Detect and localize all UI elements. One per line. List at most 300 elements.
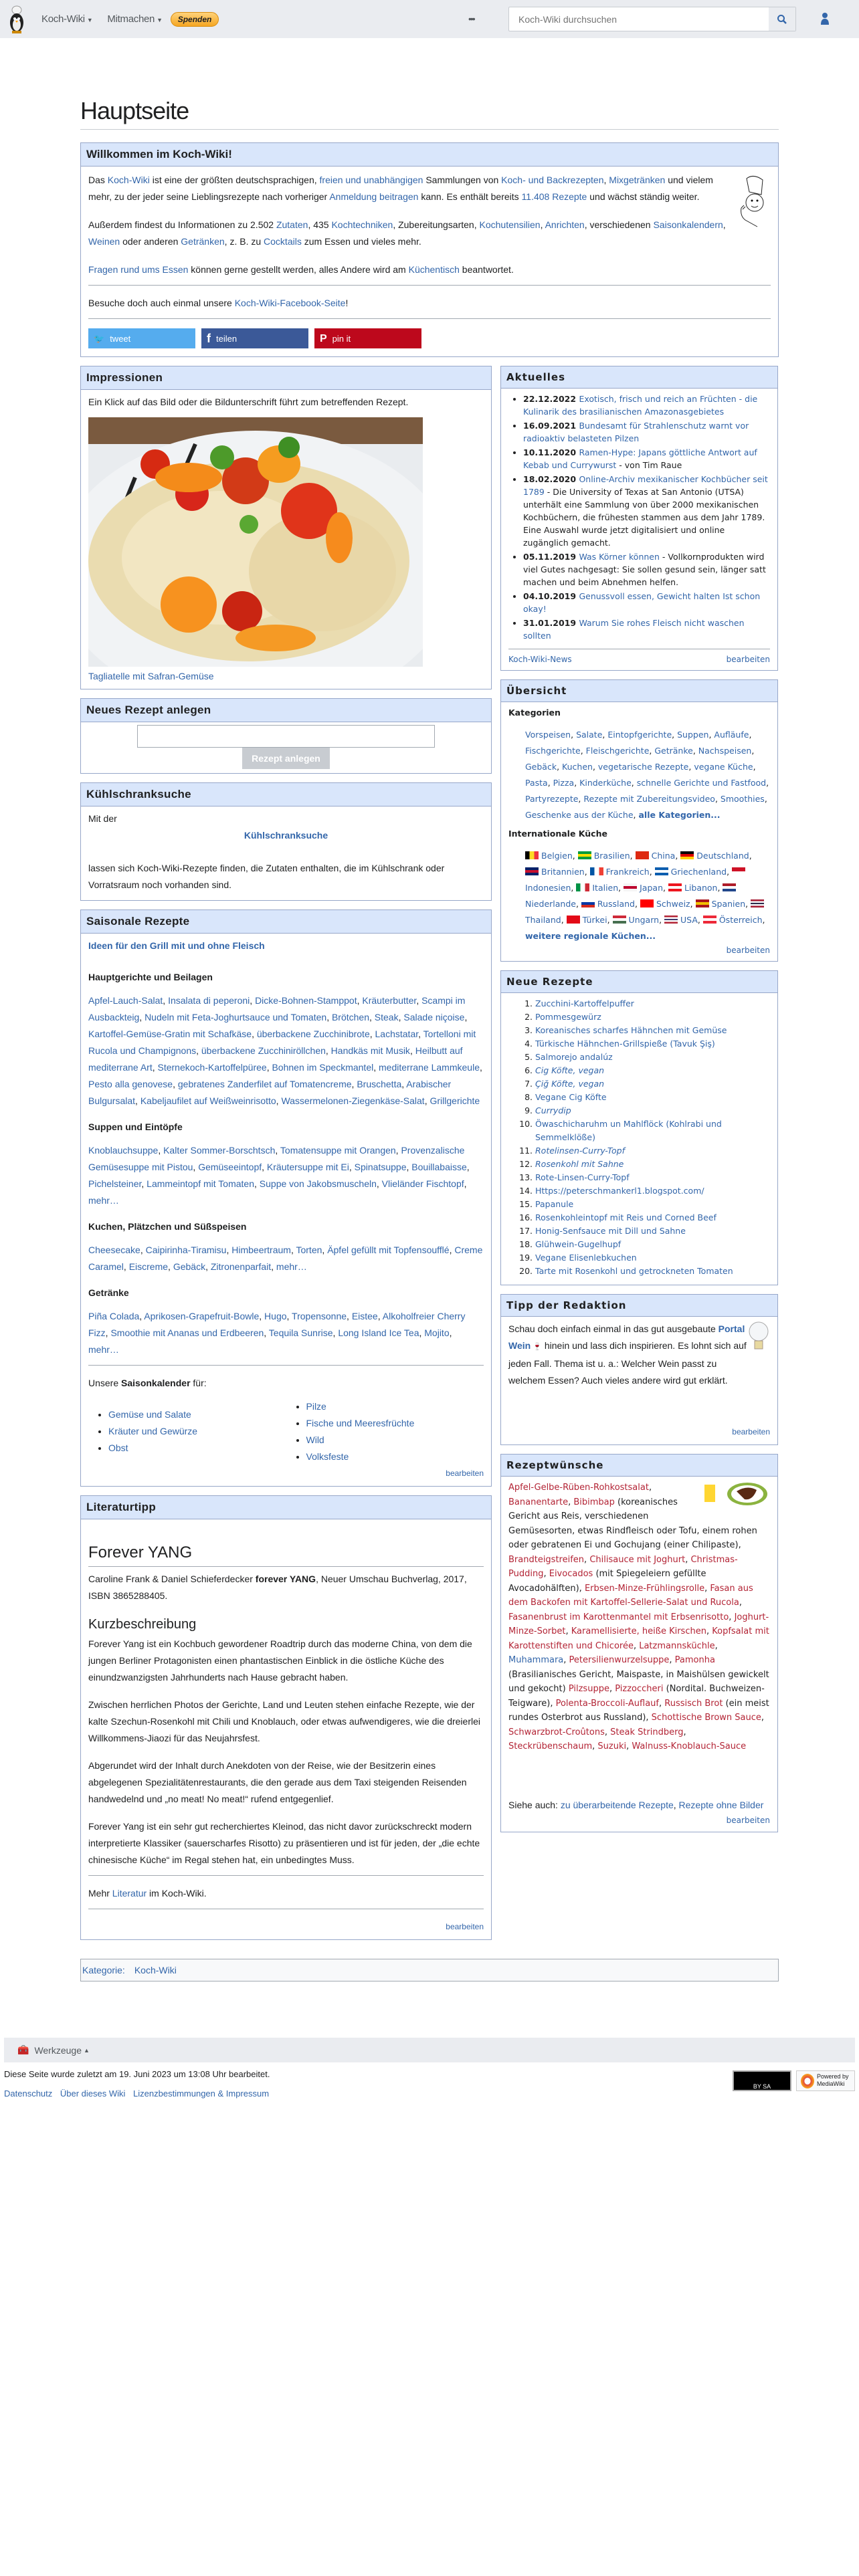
list-link[interactable]: Pesto alla genovese <box>88 1079 173 1089</box>
internationale-kueche-heading: Internationale Küche <box>508 829 607 839</box>
country-link[interactable]: Frankreich <box>605 867 650 877</box>
search-button[interactable] <box>769 7 795 31</box>
list-link[interactable]: Nachspeisen <box>698 746 752 756</box>
edit-link[interactable]: bearbeiten <box>726 655 770 664</box>
list-link[interactable]: Long Island Ice Tea <box>338 1327 419 1338</box>
list-link[interactable]: Insalata di peperoni <box>168 995 250 1006</box>
list-link[interactable]: Wassermelonen-Ziegenkäse-Salat <box>281 1095 425 1106</box>
list-link[interactable]: Provenzalische Gemüsesuppe mit Pistou <box>88 1145 465 1172</box>
inline-link[interactable]: Erbsen-Minze-Frühlingsrolle <box>584 1583 705 1594</box>
list-link[interactable]: Kabeljaufilet auf Weißweinrisotto <box>140 1095 276 1106</box>
new-recipe-item <box>535 1117 770 1144</box>
edit-link[interactable]: bearbeiten <box>732 1427 770 1436</box>
list-link[interactable]: Pichelsteiner <box>88 1178 142 1189</box>
news-item <box>523 419 770 445</box>
country-link[interactable]: China <box>651 851 676 861</box>
saisonkalender-link[interactable]: Kräuter und Gewürze <box>108 1426 198 1436</box>
list-link[interactable]: Bouillabaisse <box>411 1162 467 1172</box>
list-link[interactable]: Kinderküche <box>579 778 632 788</box>
new-recipe-link[interactable]: Cig Köfte, vegan <box>535 1065 605 1075</box>
country-link[interactable]: Russland <box>597 899 635 909</box>
neue-rezepte-list <box>508 997 770 1278</box>
new-recipe-link[interactable]: Öwaschicharuhm un Mahlflöck (Kohlrabi und Semmelklöße) <box>535 1119 722 1142</box>
inline-link[interactable]: Petersilienwurzelsuppe <box>569 1655 670 1665</box>
rezeptwuensche-title: Rezeptwünsche <box>501 1455 777 1477</box>
inline-link[interactable]: Apfel-Gelbe-Rüben-Rohkostsalat <box>508 1483 649 1493</box>
inline-link[interactable]: Koch- und Backrezepten <box>501 175 604 185</box>
new-recipe-link[interactable]: Pommesgewürz <box>535 1012 601 1022</box>
spenden-button[interactable]: Spenden <box>171 12 219 27</box>
new-recipe-item <box>535 1184 770 1198</box>
tipp-title: Tipp der Redaktion <box>501 1295 777 1317</box>
list-link[interactable]: Suppen <box>677 730 709 740</box>
new-recipe-link[interactable]: Türkische Hähnchen-Grillspieße (Tavuk Şiş) <box>535 1039 715 1049</box>
pin-label: pin it <box>332 333 351 344</box>
user-icon[interactable] <box>820 12 830 25</box>
text: Außerdem findest du Informationen zu 2.502 <box>88 219 276 230</box>
list-link[interactable]: Piña Colada <box>88 1311 140 1321</box>
list-link[interactable]: Himbeertraum <box>231 1245 291 1255</box>
inline-link[interactable]: Bananentarte <box>508 1497 569 1507</box>
inline-link[interactable]: 11.408 Rezepte <box>521 191 587 202</box>
inline-link[interactable]: Kopfsalat mit Karottenstiften und Chicorée <box>508 1626 769 1651</box>
list-link[interactable]: überbackene Zucchinibrote <box>256 1029 370 1039</box>
inline-link[interactable]: Latzmannsküchle <box>639 1640 715 1651</box>
list-link[interactable]: Cheesecake <box>88 1245 140 1255</box>
literaturtipp-box <box>80 1495 492 1940</box>
werkzeuge-menu[interactable] <box>4 2038 855 2062</box>
list-link[interactable]: Eistee <box>351 1311 378 1321</box>
list-link[interactable]: Grillgerichte <box>430 1095 480 1106</box>
list-link[interactable]: Nudeln mit Feta-Joghurtsauce und Tomaten <box>145 1012 327 1023</box>
text: können gerne gestellt werden, alles Andere wird am <box>188 264 409 275</box>
alle-kategorien-link[interactable]: alle Kategorien... <box>638 810 721 820</box>
book-description: Forever Yang ist ein Kochbuch gewordener Roadtrip durch das moderne China, von dem die jungen Berliner Protagonisten einen phantastischen Einblick in die östliche Küche des einundzwanzigsten Jahrhunderts nach Hause gebracht haben. <box>88 1638 472 1683</box>
inline-link[interactable]: Walnuss-Knoblauch-Sauce <box>632 1741 747 1751</box>
list-link[interactable]: Äpfel gefüllt mit Topfensoufflé <box>327 1245 450 1255</box>
mitmachen-menu[interactable] <box>107 13 162 25</box>
ueber-wiki-link[interactable]: Über dieses Wiki <box>60 2088 126 2099</box>
saisonkalender-list-right <box>286 1398 484 1465</box>
inline-link[interactable]: Polenta-Broccoli-Auflauf <box>555 1698 659 1709</box>
grill-ideas-link[interactable]: Ideen für den Grill mit und ohne Fleisch <box>88 940 265 951</box>
mitmachen-menu-label: Mitmachen <box>107 13 155 25</box>
text: und vielem mehr, zu der jeder seine Lieblingsrezepte nach vorheriger <box>88 175 713 202</box>
inline-link[interactable]: Anmeldung beitragen <box>329 191 419 202</box>
list-link[interactable]: Kräuterbutter <box>362 995 417 1006</box>
list-link[interactable]: Eiscreme <box>128 1261 169 1272</box>
list-link[interactable]: Suppe von Jakobsmuscheln <box>259 1178 377 1189</box>
inline-link[interactable]: Koch-Wiki-Facebook-Seite <box>234 298 346 308</box>
top-navigation <box>0 0 859 38</box>
season-recipe-list: Cheesecake, Caipirinha-Tiramisu, Himbeertraum, Torten, Äpfel gefüllt mit Topfensoufflé, Creme Caramel, Eiscreme, Gebäck, Zitronenparfait, mehr… <box>88 1245 483 1272</box>
main-content <box>0 38 859 1981</box>
text: , 435 <box>308 219 332 230</box>
list-link[interactable]: Kartoffel-Gemüse-Gratin mit Schafkäse <box>88 1029 252 1039</box>
list-link[interactable]: Bohnen im Speckmantel <box>272 1062 374 1073</box>
tweet-button[interactable] <box>88 328 195 348</box>
new-recipe-item <box>535 1064 770 1077</box>
koch-wiki-news-link[interactable]: Koch-Wiki-News <box>508 655 572 664</box>
country-link[interactable]: Indonesien <box>525 883 571 893</box>
more-options-icon[interactable]: ••• <box>468 13 474 24</box>
inline-link[interactable]: Was Körner können <box>579 552 660 562</box>
list-link[interactable]: Arabischer Bulgursalat <box>88 1079 452 1106</box>
season-section-heading: Kuchen, Plätzchen und Süßspeisen <box>88 1221 247 1232</box>
rezeptwuensche-text <box>508 1481 770 1754</box>
inline-link[interactable]: Eivocados <box>549 1569 593 1579</box>
inline-link[interactable]: Genussvoll essen, Gewicht halten Ist schon okay! <box>523 591 761 614</box>
new-recipe-link[interactable]: Rotelinsen-Curry-Topf <box>535 1146 625 1156</box>
list-link[interactable]: Pizza <box>553 778 575 788</box>
literaturtipp-title: Literaturtipp <box>81 1496 491 1519</box>
inline-link[interactable]: Bundesamt für Strahlenschutz warnt vor radioaktiv belasteten Pilzen <box>523 421 749 443</box>
flag-ungarn-icon <box>613 916 626 924</box>
koch-wiki-menu[interactable] <box>41 13 92 25</box>
list-link[interactable]: Getränke <box>654 746 693 756</box>
list-link[interactable]: mehr… <box>88 1195 119 1206</box>
list-link[interactable]: Gebäck <box>173 1261 206 1272</box>
new-recipe-link[interactable]: Glühwein-Gugelhupf <box>535 1239 622 1249</box>
category-koch-wiki-link[interactable]: Koch-Wiki <box>134 1965 177 1975</box>
list-link[interactable]: Vlieländer Fischtopf <box>381 1178 464 1189</box>
kategorie-label-link[interactable]: Kategorie: <box>82 1965 125 1975</box>
inline-link[interactable]: Schwarzbrot-Croûtons <box>508 1727 605 1737</box>
saisonkalender-link[interactable]: Wild <box>306 1434 324 1445</box>
list-link[interactable]: vegetarische Rezepte <box>597 762 689 772</box>
list-link[interactable]: vegane Küche <box>694 762 753 772</box>
text: oder anderen <box>120 236 181 247</box>
inline-link[interactable]: zu überarbeitende Rezepte <box>560 1799 674 1810</box>
book-description: Zwischen herrlichen Photos der Gerichte, Land und Leuten stehen einfache Rezepte, wie der kalte Szechun-Rosenkohl mit Chili und Knoblauch, oder etwas aufwendigeres, wie die dreierlei Willkommens-Jiaozi für das Neujahrsfest. <box>88 1699 480 1743</box>
list-link[interactable]: Scampi im Ausbackteig <box>88 995 466 1023</box>
rezept-anlegen-button[interactable]: Rezept anlegen <box>242 748 330 769</box>
flag-türkei-icon <box>567 916 580 924</box>
inline-link[interactable]: Russisch Brot <box>664 1698 723 1709</box>
saisonkalender-link[interactable]: Volksfeste <box>306 1451 349 1462</box>
list-link[interactable]: Eintopfgerichte <box>607 730 672 740</box>
new-recipe-link[interactable]: Koreanisches scharfes Hähnchen mit Gemüse <box>535 1025 727 1035</box>
list-link[interactable]: Creme Caramel <box>88 1245 483 1272</box>
country-link[interactable]: Türkei <box>582 915 607 925</box>
inline-link[interactable]: Steckrübenschaum <box>508 1741 593 1751</box>
inline-link[interactable]: Fragen rund ums Essen <box>88 264 189 275</box>
inline-link[interactable]: Pamonha <box>674 1655 715 1665</box>
recipe-name-input[interactable] <box>137 725 435 748</box>
text: , <box>648 1483 652 1493</box>
news-list <box>508 393 770 642</box>
inline-link[interactable]: Getränken <box>181 236 225 247</box>
text: , <box>543 1569 549 1579</box>
text: , <box>540 219 545 230</box>
inline-link[interactable]: Christmas-Pudding <box>508 1554 738 1579</box>
datenschutz-link[interactable]: Datenschutz <box>4 2088 53 2099</box>
new-recipe-link[interactable]: Honig-Senfsauce mit Dill und Sahne <box>535 1226 686 1236</box>
text: , <box>723 219 726 230</box>
text: ! <box>345 298 349 308</box>
inline-link[interactable]: Online-Archiv mexikanischer Kochbücher seit 1789 <box>523 474 768 497</box>
inline-link[interactable]: Pizzoccheri <box>615 1684 664 1694</box>
list-link[interactable]: Knoblauchsuppe <box>88 1145 159 1156</box>
facebook-note <box>88 295 771 312</box>
inline-link[interactable]: Weinen <box>88 236 120 247</box>
country-link[interactable]: Thailand <box>525 915 561 925</box>
saisonkalender-link[interactable]: Fische und Meeresfrüchte <box>306 1418 415 1428</box>
inline-link[interactable]: Muhammara <box>508 1655 564 1665</box>
list-link[interactable]: Geschenke aus der Küche <box>525 810 634 820</box>
new-recipe-link[interactable]: Vegane Elisenlebkuchen <box>535 1253 637 1263</box>
list-link[interactable]: Hugo <box>264 1311 287 1321</box>
edit-link[interactable]: bearbeiten <box>726 1815 770 1825</box>
plate-illustration <box>703 1481 770 1510</box>
country-link[interactable]: Niederlande <box>525 899 576 909</box>
book-description: Abgerundet wird der Inhalt durch Anekdoten von der Reise, wie der Besitzerin eines abgelegenen Spezialitätenrestaurants, die den gerade aus dem Taxi steigenden Reisenden handwedelnd und „no meat! No meat!“ rufend entgegenlief. <box>88 1760 467 1804</box>
inline-link[interactable]: Suzuki <box>597 1741 627 1751</box>
flag-brasilien-icon <box>578 851 591 859</box>
new-recipe-link[interactable]: Tarte mit Rosenkohl und getrockneten Tomaten <box>535 1266 733 1276</box>
inline-link[interactable]: Karamellisierte, heiße Kirschen <box>571 1626 706 1636</box>
inline-link[interactable]: Literatur <box>112 1888 147 1899</box>
list-link[interactable]: Aufläufe <box>714 730 749 740</box>
country-link[interactable]: Libanon <box>684 883 718 893</box>
list-link[interactable]: Tortelloni mit Rucola und Champignons <box>88 1029 476 1056</box>
inline-link[interactable]: Zutaten <box>276 219 308 230</box>
inline-link[interactable]: Saisonkalendern <box>653 219 723 230</box>
new-recipe-link[interactable]: Zucchini-Kartoffelpuffer <box>535 998 634 1008</box>
country-link[interactable]: Japan <box>640 883 663 893</box>
impressionen-intro: Ein Klick auf das Bild oder die Bildunterschrift führt zum betreffenden Rezept. <box>88 397 409 407</box>
text: , <box>609 1684 615 1694</box>
list-link[interactable]: gebratenes Zanderfilet auf Tomatencreme <box>177 1079 352 1089</box>
inline-link[interactable]: Brandteigstreifen <box>508 1554 585 1565</box>
featured-recipe-caption[interactable]: Tagliatelle mit Safran-Gemüse <box>88 671 214 681</box>
list-link[interactable]: überbackene Zucchiniröllchen <box>201 1045 326 1056</box>
edit-link[interactable]: bearbeiten <box>726 946 770 955</box>
flag-italien-icon <box>576 883 589 891</box>
new-recipe-item <box>535 1144 770 1158</box>
list-link[interactable]: Kuchen <box>562 762 593 772</box>
saisonkalender-link[interactable]: Gemüse und Salate <box>108 1409 191 1420</box>
saisonkalender-link[interactable]: Obst <box>108 1442 128 1453</box>
text: , <box>673 1799 679 1810</box>
werkzeuge-label: Werkzeuge <box>34 2044 82 2056</box>
list-link[interactable]: Vorspeisen <box>525 730 571 740</box>
list-link[interactable]: Gebäck <box>525 762 557 772</box>
text: , Zubereitungsarten, <box>393 219 480 230</box>
list-link[interactable]: Tequila Sunrise <box>268 1327 333 1338</box>
inline-link[interactable]: freien und unabhängigen <box>319 175 423 185</box>
uebersicht-title: Übersicht <box>501 680 777 702</box>
text: - Die University of Texas at San Antonio (UTSA) unterhält eine Sammlung von über 2000 mexikanischen Kochbüchern, die frühesten stammen aus dem Jahr 1789. Eine Auswahl wurde jetzt digitalisiert und online zugänglich gemacht. <box>523 487 765 548</box>
list-link[interactable]: Fischgerichte <box>525 746 581 756</box>
news-item <box>523 473 770 549</box>
country-link[interactable]: Schweiz <box>656 899 690 909</box>
text: beantwortet. <box>459 264 514 275</box>
country-link[interactable]: Griechenland <box>670 867 727 877</box>
new-recipe-item <box>535 1077 770 1091</box>
list-link[interactable]: mehr… <box>276 1261 307 1272</box>
list-link[interactable]: Tropensonne <box>292 1311 347 1321</box>
list-link[interactable]: Spinatsuppe <box>354 1162 407 1172</box>
list-link[interactable]: Dicke-Bohnen-Stamppot <box>255 995 357 1006</box>
country-link[interactable]: Ungarn <box>628 915 660 925</box>
country-link[interactable]: Britannien <box>541 867 585 877</box>
list-link[interactable]: Lachstatar <box>375 1029 419 1039</box>
text: Siehe auch: <box>508 1799 561 1810</box>
flag-china-icon <box>636 851 649 859</box>
list-link[interactable]: Handkäs mit Musik <box>330 1045 410 1056</box>
list-link[interactable]: Gemüseeintopf <box>198 1162 262 1172</box>
text: Mehr <box>88 1888 112 1899</box>
list-link[interactable]: Smoothie mit Ananas und Erdbeeren <box>110 1327 264 1338</box>
country-link[interactable]: Italien <box>592 883 619 893</box>
country-link[interactable]: Deutschland <box>696 851 749 861</box>
new-recipe-link[interactable]: Rosenkohleintopf mit Reis und Corned Beef <box>535 1212 717 1222</box>
uebersicht-box <box>500 679 778 962</box>
list-link[interactable]: Kalter Sommer-Borschtsch <box>163 1145 276 1156</box>
neues-rezept-box <box>80 698 492 774</box>
flag-usa-icon <box>664 916 678 924</box>
welcome-questions <box>88 261 771 278</box>
edit-link[interactable]: bearbeiten <box>446 1922 484 1931</box>
country-link[interactable]: Spanien <box>711 899 746 909</box>
text: , <box>714 1640 718 1651</box>
list-link[interactable]: Kräutersuppe mit Ei <box>266 1162 349 1172</box>
inline-link[interactable]: Fasanenbrust im Karottenmantel mit Erbsenrisotto <box>508 1612 729 1622</box>
cc-by-sa-badge[interactable] <box>733 2070 791 2091</box>
country-link[interactable]: Brasilien <box>593 851 630 861</box>
list-item <box>108 1440 286 1457</box>
text: , <box>761 1713 765 1723</box>
new-recipe-link[interactable]: Currydip <box>535 1105 571 1115</box>
koch-wiki-logo[interactable] <box>7 5 27 34</box>
new-recipe-link[interactable]: Çiğ Köfte, vegan <box>535 1079 605 1089</box>
featured-recipe-image[interactable] <box>88 417 423 667</box>
pinterest-button[interactable] <box>314 328 421 348</box>
flag-schweiz-icon <box>640 899 654 907</box>
text: , <box>669 1655 675 1665</box>
list-link[interactable]: Heilbutt auf mediterrane Art <box>88 1045 463 1073</box>
list-link[interactable]: Bruschetta <box>357 1079 402 1089</box>
lightbulb-icon <box>747 1321 770 1353</box>
country-link[interactable]: Belgien <box>541 851 573 861</box>
new-recipe-link[interactable]: Papanule <box>535 1199 574 1209</box>
inline-link[interactable]: Koch-Wiki <box>107 175 150 185</box>
siehe-auch <box>508 1797 770 1814</box>
new-recipe-item <box>535 1265 770 1278</box>
list-link[interactable]: Lammeintopf mit Tomaten <box>147 1178 254 1189</box>
news-item <box>523 446 770 471</box>
list-link[interactable]: Mojito <box>424 1327 450 1338</box>
inline-link[interactable]: Chilisauce mit Joghurt <box>589 1554 686 1565</box>
saisonkalender-link[interactable]: Pilze <box>306 1401 326 1412</box>
list-link[interactable]: Alkoholfreier Cherry Fizz <box>88 1311 466 1338</box>
lizenz-impressum-link[interactable]: Lizenzbestimmungen & Impressum <box>133 2088 270 2099</box>
list-link[interactable]: Salate <box>576 730 603 740</box>
weitere-kuechen-link[interactable]: weitere regionale Küchen... <box>525 931 656 941</box>
inline-link[interactable]: Warum Sie rohes Fleisch nicht waschen sollten <box>523 618 745 641</box>
new-recipe-link[interactable]: Salmorejo andalúz <box>535 1052 613 1062</box>
list-link[interactable]: Sternekoch-Kartoffelpüree <box>157 1062 267 1073</box>
inline-link[interactable]: Schottische Brown Sauce <box>651 1713 761 1723</box>
list-link[interactable]: Aprikosen-Grapefruit-Bowle <box>144 1311 260 1321</box>
inline-link[interactable]: Kochtechniken <box>331 219 393 230</box>
inline-link[interactable]: Mixgetränken <box>609 175 666 185</box>
list-link[interactable]: Apfel-Lauch-Salat <box>88 995 163 1006</box>
impressionen-title: Impressionen <box>81 366 491 390</box>
powered-by-mediawiki-badge[interactable] <box>796 2070 855 2091</box>
season-section-heading: Suppen und Eintöpfe <box>88 1121 183 1132</box>
list-link[interactable]: mediterrane Lammkeule <box>379 1062 480 1073</box>
new-recipe-item <box>535 1024 770 1037</box>
welcome-title: Willkommen im Koch-Wiki! <box>81 143 778 167</box>
text: - von Tim Raue <box>616 460 682 470</box>
inline-link[interactable]: Steak Strindberg <box>610 1727 684 1737</box>
text: Schau doch einfach einmal in das gut ausgebaute <box>508 1323 719 1334</box>
text: , <box>592 1741 598 1751</box>
country-link[interactable]: Österreich <box>719 915 763 925</box>
new-recipe-link[interactable]: Rote-Linsen-Curry-Topf <box>535 1172 630 1182</box>
edit-link[interactable]: bearbeiten <box>446 1469 484 1478</box>
list-item <box>108 1423 286 1440</box>
kuehlschranksuche-link[interactable]: Kühlschranksuche <box>244 830 328 841</box>
list-link[interactable]: mehr… <box>88 1344 119 1355</box>
inline-link[interactable]: Cocktails <box>264 236 302 247</box>
list-link[interactable]: Steak <box>374 1012 399 1023</box>
new-recipe-link[interactable]: Vegane Cig Köfte <box>535 1092 607 1102</box>
list-link[interactable]: Smoothies <box>720 794 765 804</box>
list-link[interactable]: Salade niçoise <box>403 1012 465 1023</box>
list-link[interactable]: Fleischgerichte <box>585 746 650 756</box>
inline-link[interactable]: Kochutensilien <box>479 219 541 230</box>
list-link[interactable]: Caipirinha-Tiramisu <box>145 1245 227 1255</box>
inline-link[interactable]: Küchentisch <box>408 264 460 275</box>
inline-link[interactable]: Ramen-Hype: Japans göttliche Antwort auf Kebab und Currywurst <box>523 447 757 470</box>
news-item <box>523 550 770 588</box>
list-link[interactable]: Zitronenparfait <box>210 1261 272 1272</box>
inline-link[interactable]: Joghurt-Minze-Sorbet <box>508 1612 769 1636</box>
list-link[interactable]: schnelle Gerichte und Fastfood <box>636 778 767 788</box>
inline-link[interactable]: Anrichten <box>545 219 585 230</box>
inline-link[interactable]: Pilzsuppe <box>568 1684 609 1694</box>
country-link[interactable]: USA <box>680 915 698 925</box>
list-link[interactable]: Tomatensuppe mit Orangen <box>280 1145 396 1156</box>
text: , <box>729 1612 735 1622</box>
teilen-label: teilen <box>216 333 237 344</box>
list-link[interactable]: Torten <box>296 1245 322 1255</box>
inline-link[interactable]: Fasan aus dem Backofen mit Kartoffel-Sellerie-Salat und Rucola <box>508 1583 753 1608</box>
search-input[interactable] <box>509 7 769 31</box>
inline-link[interactable]: Exotisch, frisch und reich an Früchten - die Kulinarik des brasilianischen Amazonasgebietes <box>523 394 758 417</box>
new-recipe-link[interactable]: Https://peterschmankerl1.blogspot.com/ <box>535 1186 704 1196</box>
bold-text: 18.02.2020 <box>523 474 579 484</box>
inline-link[interactable]: Portal Wein <box>508 1323 745 1351</box>
left-column <box>80 366 492 1949</box>
new-recipe-link[interactable]: Rosenkohl mit Sahne <box>535 1159 624 1169</box>
new-recipe-item <box>535 997 770 1010</box>
list-link[interactable]: Pasta <box>525 778 548 788</box>
list-link[interactable]: Rezepte mit Zubereitungsvideo <box>583 794 715 804</box>
inline-link[interactable]: Bibimbap <box>573 1497 615 1507</box>
text: , <box>633 1640 640 1651</box>
list-link[interactable]: Partyrezepte <box>525 794 579 804</box>
powered-by-text: Powered by MediaWiki <box>817 2073 849 2087</box>
facebook-share-button[interactable] <box>201 328 308 348</box>
list-link[interactable]: Brötchen <box>331 1012 370 1023</box>
flag-griechenland-icon <box>655 867 668 875</box>
book-citation <box>88 1571 484 1604</box>
inline-link[interactable]: Rezepte ohne Bilder <box>678 1799 764 1810</box>
